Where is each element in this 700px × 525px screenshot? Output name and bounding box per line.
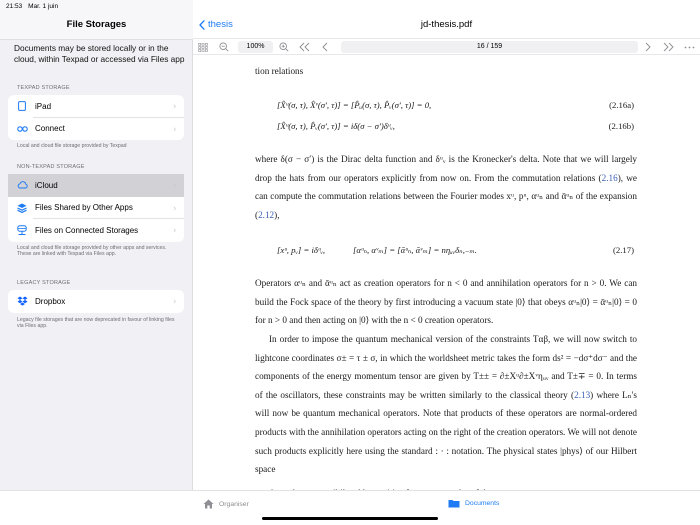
status-time-date: [6, 3, 62, 10]
paragraph-text: ), we can compute the commutation relations between the Fourier modes xᵘ, pᵘ, αᵘₙ and ᾱᵘₙ of the expansion (: [255, 172, 637, 220]
paragraph-commutation: [255, 150, 637, 224]
section-note-texpad: Local and cloud file storage provided by Texpad: [17, 143, 127, 149]
tab-label: Organiser: [219, 500, 249, 508]
zoom-level-field[interactable]: 100%: [238, 41, 273, 53]
previous-page-icon[interactable]: [322, 41, 328, 53]
section-label-legacy-storage: LEGACY STORAGE: [17, 280, 71, 286]
section-note-non-texpad: Local and cloud file storage provided by other apps and services. These are linked with Texpad via Files app.: [17, 245, 167, 258]
texpad-storage-group: [8, 95, 184, 140]
storage-item-files-on-connected-storages[interactable]: [8, 219, 184, 242]
section-note-legacy: Legacy file storages that are now deprecated in favour of linking files via Files app.: [17, 317, 175, 330]
section-label-non-texpad-storage: NON-TEXPAD STORAGE: [17, 164, 85, 170]
storage-item-dropbox[interactable]: [8, 290, 184, 313]
storage-item-label: Files on Connected Storages: [35, 225, 139, 235]
document-title: jd-thesis.pdf: [420, 19, 473, 30]
folder-icon: [448, 499, 460, 508]
equation-reference-link[interactable]: 2.13: [574, 389, 591, 400]
equation-number-2-17: (2.17): [613, 245, 634, 255]
tab-label: Documents: [465, 500, 500, 507]
storage-item-ipad[interactable]: [8, 95, 184, 118]
tab-organiser[interactable]: [203, 499, 249, 509]
equation-reference-link[interactable]: 2.16: [601, 172, 618, 183]
storage-item-label: iPad: [35, 101, 52, 111]
status-time: 21:53: [6, 3, 23, 10]
tab-documents[interactable]: [448, 499, 499, 508]
ipad-icon: [17, 101, 27, 111]
equation-2-17-right: [αᵘₙ, αᵛₘ] = [ᾱᵘₙ, ᾱᵛₘ] = nηᵤᵥδₙ,₋ₘ.: [353, 245, 477, 255]
pdf-toolbar: [193, 38, 700, 55]
non-texpad-storage-group: [8, 174, 184, 242]
storage-item-icloud[interactable]: [8, 174, 184, 197]
paragraph-text: ),: [274, 209, 280, 220]
sidebar-intro-text: Documents may be stored locally or in the cloud, within Texpad or accessed via Files app: [14, 43, 185, 64]
section-label-texpad-storage: TEXPAD STORAGE: [17, 85, 70, 91]
chevron-right-icon: ›: [173, 296, 176, 306]
cloud-icon: [17, 180, 27, 190]
zoom-out-icon[interactable]: [219, 41, 229, 53]
first-page-icon[interactable]: [299, 41, 310, 53]
pdf-page-content[interactable]: [193, 56, 700, 490]
equation-reference-link[interactable]: 2.12: [258, 209, 275, 220]
navigation-bar: [193, 14, 700, 38]
paragraph-text: ) where Lₙ's will now be quantum mechanical operators. Note that products of these operators are normal-ordered products with the annihilation operators acting on the right of the creation operators. We will not denote such products explicitly here using the standard : · : notation. The physical states |phys⟩ of our Hilbert space: [255, 389, 637, 475]
chevron-right-icon: ›: [173, 124, 176, 134]
equation-2-17-left: [xᵘ, pᵥ] = iδᵘᵥ,: [277, 245, 326, 255]
legacy-storage-group: [8, 290, 184, 313]
sidebar-title: File Storages: [66, 19, 127, 30]
storage-item-connect[interactable]: [8, 118, 184, 141]
file-storages-sidebar: [0, 0, 193, 490]
thumbnails-grid-icon[interactable]: [198, 41, 208, 53]
home-indicator[interactable]: [262, 517, 438, 520]
paragraph-operators: Operators αᵘₙ and ᾱᵘₙ act as creation operators for n < 0 and annihilation operators for n > 0. We can build the Fock space of the theory by first introducing a vacuum state |0⟩ that obeys αᵘₙ|0⟩ = ᾱᵘₙ|0⟩ = 0 for n > 0 and then acting on |0⟩ with the n < 0 creation operators.: [255, 278, 637, 326]
page-indicator-field[interactable]: 16 / 159: [341, 41, 638, 53]
storage-item-label: Files Shared by Other Apps: [35, 203, 133, 213]
status-date: Mar. 1 juin: [28, 3, 59, 10]
back-button-label: thesis: [208, 19, 233, 30]
equation-2-16a: [X̂ᵘ(σ, τ), X̂ᵛ(σ′, τ)] = [P̂ᵤ(σ, τ), P̂ᵥ(σ′, τ)] = 0,: [277, 100, 432, 110]
equation-2-16b: [X̂ᵘ(σ, τ), P̂ᵥ(σ′, τ)] = iδ(σ − σ′)δᵘᵥ,: [277, 121, 395, 131]
chevron-right-icon: ›: [173, 180, 176, 190]
document-viewer: [193, 0, 700, 490]
last-page-icon[interactable]: [663, 41, 674, 53]
storage-item-files-shared-by-other-apps[interactable]: [8, 197, 184, 220]
dropbox-icon: [17, 296, 27, 306]
infinity-link-icon: [17, 124, 27, 134]
paragraph-constraints: [255, 330, 637, 479]
chevron-right-icon: ›: [173, 203, 176, 213]
equation-number-2-16a: (2.16a): [609, 100, 634, 110]
storage-item-label: Dropbox: [35, 296, 66, 306]
chevron-right-icon: ›: [173, 101, 176, 111]
text-line-tion-relations: tion relations: [255, 66, 304, 76]
more-options-icon[interactable]: [684, 41, 695, 53]
storage-item-label: Connect: [35, 124, 65, 134]
paragraph-text: In order to impose the quantum mechanical version of the constraints Tαβ, we will now switch to lightcone coordinates σ± = τ ± σ, in which the worldsheet metric takes the form ds² = −dσ⁺dσ⁻ and the components of the energy momentum tensor are given by T±± = ∂±Xᵘ∂±Xᵛηᵤᵥ and T±∓ = 0. In terms of the oscillators, these constraints may be written similarly to the classical theory (: [255, 334, 637, 400]
equation-number-2-16b: (2.16b): [608, 121, 634, 131]
storage-item-label: iCloud: [35, 180, 58, 190]
chevron-right-icon: ›: [173, 225, 176, 235]
house-icon: [203, 499, 214, 509]
zoom-in-icon[interactable]: [279, 41, 289, 53]
paragraph-text: where δ(σ − σ′) is the Dirac delta function and δᵘᵥ is the Kronecker's delta. Note that we will largely drop the hats from our operators explicitly from now on. From the commutation relations (: [255, 154, 637, 183]
next-page-icon[interactable]: [645, 41, 651, 53]
stack-icon: [17, 203, 27, 213]
server-icon: [17, 225, 27, 235]
